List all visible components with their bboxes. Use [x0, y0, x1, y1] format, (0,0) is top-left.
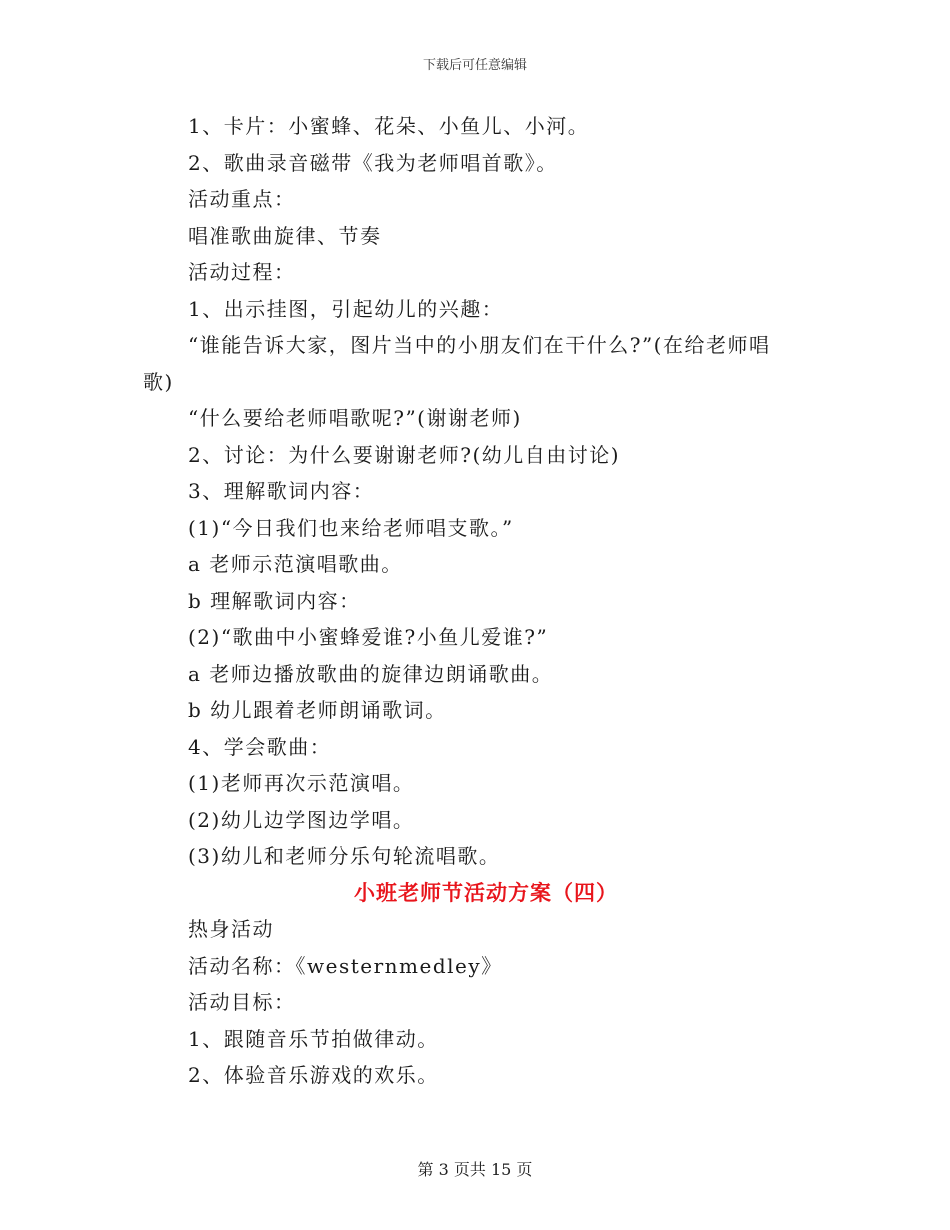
paragraph-line: (1)老师再次示范演唱。 [188, 771, 415, 795]
paragraph-line: 唱准歌曲旋律、节奏 [188, 223, 382, 248]
paragraph-line: 3、理解歌词内容： [188, 479, 375, 503]
paragraph-line: 4、学会歌曲： [188, 734, 332, 759]
paragraph-line: 1、出示挂图，引起幼儿的兴趣： [188, 296, 504, 321]
document-body [143, 108, 809, 1094]
paragraph-line: 活动重点： [188, 187, 296, 211]
page-header: 下载后可任意编辑 [422, 58, 527, 73]
paragraph-line: 1、卡片：小蜜蜂、花朵、小鱼儿、小河。 [188, 114, 590, 138]
paragraph-line: b 理解歌词内容： [188, 588, 361, 613]
paragraph-line: a 老师边播放歌曲的旋律边朗诵歌曲。 [188, 661, 554, 686]
paragraph-line: 1、跟随音乐节拍做律动。 [188, 1026, 439, 1051]
paragraph-line: 热身活动 [188, 917, 274, 941]
paragraph-line-continued: 歌) [143, 369, 174, 394]
paragraph-line: 活动目标： [188, 990, 296, 1014]
paragraph-line: 活动过程： [188, 260, 296, 284]
paragraph-line: (3)幼儿和老师分乐句轮流唱歌。 [188, 844, 501, 868]
page-footer: 第 3 页共 15 页 [417, 1160, 533, 1179]
paragraph-line: “谁能告诉大家，图片当中的小朋友们在干什么?”(在给老师唱 [188, 333, 771, 357]
paragraph-line: 2、歌曲录音磁带《我为老师唱首歌》。 [188, 150, 558, 175]
paragraph-line: “什么要给老师唱歌呢?”(谢谢老师) [188, 406, 522, 430]
paragraph-line: (2)“歌曲中小蜜蜂爱谁?小鱼儿爱谁?” [188, 625, 549, 649]
paragraph-line: 2、讨论：为什么要谢谢老师?(幼儿自由讨论) [188, 442, 621, 467]
paragraph-line: a 老师示范演唱歌曲。 [188, 552, 403, 576]
paragraph-line: 活动名称：《westernmedley》 [188, 953, 503, 978]
paragraph-line: b 幼儿跟着老师朗诵歌词。 [188, 698, 447, 722]
paragraph-line: (2)幼儿边学图边学唱。 [188, 807, 415, 832]
section-title: 小班老师节活动方案（四） [354, 879, 618, 905]
paragraph-line: (1)“今日我们也来给老师唱支歌。” [188, 515, 514, 540]
paragraph-line: 2、体验音乐游戏的欢乐。 [188, 1063, 439, 1087]
